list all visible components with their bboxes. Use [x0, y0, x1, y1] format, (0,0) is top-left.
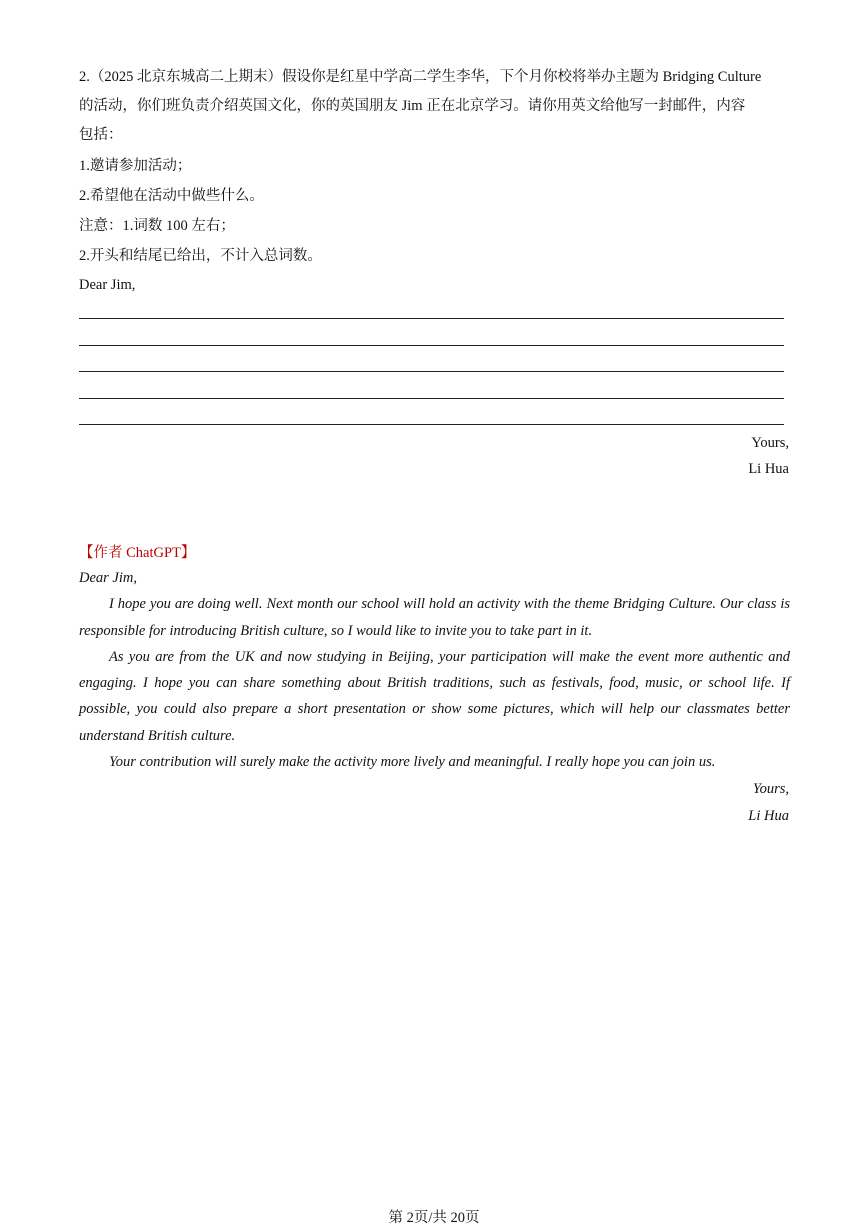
template-signature: Li Hua	[748, 461, 789, 477]
essay-signature: Li Hua	[748, 808, 789, 824]
requirement-item-2: 2.希望他在活动中做些什么。	[79, 188, 264, 204]
question-text-line-1: 2.（2025 北京东城高二上期末）假设你是红星中学高二学生李华，下个月你校将举办主题为 Bridging Culture	[79, 69, 762, 85]
essay-paragraph-1: I hope you are doing well. Next month our school will hold an activity with the theme Bridging Culture. Our class is responsible for introducing British culture, so I would like to invite you to take part in it.	[79, 596, 790, 639]
requirement-item-1: 1.邀请参加活动；	[79, 158, 192, 174]
essay-paragraph-2: As you are from the UK and now studying in Beijing, your participation will make the event more authentic and engaging. I hope you can share something about British traditions, such as festivals, food, music, or school life. If possible, you could also prepare a short presentation or show some pictures, which will help our classmates better understand British culture.	[79, 648, 790, 744]
question-text-line-3: 包括：	[79, 127, 123, 143]
author-tag: 【作者 ChatGPT】	[79, 545, 196, 561]
template-closing: Yours,	[751, 435, 789, 451]
writing-line	[79, 318, 784, 319]
sample-essay	[79, 565, 790, 775]
template-salutation: Dear Jim,	[79, 277, 136, 293]
essay-closing: Yours,	[752, 781, 789, 797]
note-line-2: 2.开头和结尾已给出，不计入总词数。	[79, 248, 322, 264]
writing-line	[79, 398, 784, 399]
writing-line	[79, 345, 784, 346]
note-line-1: 注意：1.词数 100 左右；	[79, 218, 235, 234]
page-number-footer: 第 2页/共 20页	[388, 1210, 480, 1226]
writing-line	[79, 371, 784, 372]
essay-salutation: Dear Jim,	[79, 570, 137, 586]
writing-line	[79, 424, 784, 425]
question-text-line-2: 的活动，你们班负责介绍英国文化，你的英国朋友 Jim 正在北京学习。请你用英文给他写一封邮件，内容	[79, 98, 746, 114]
essay-paragraph-3: Your contribution will surely make the activity more lively and meaningful. I really hope you can join us.	[109, 754, 716, 771]
